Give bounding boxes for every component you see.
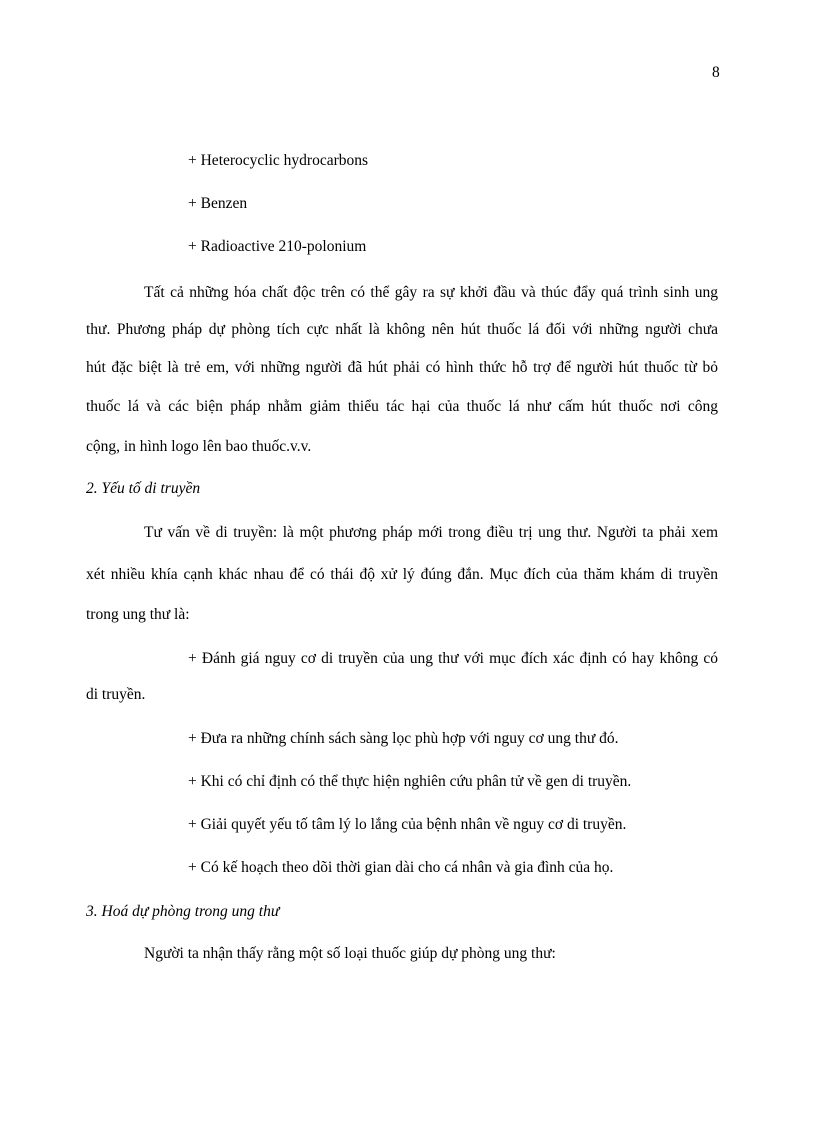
paragraph-line: Tư vấn về di truyền: là một phương pháp mới trong điều trị ung thư. Người ta phải xem [144, 524, 718, 541]
paragraph-line: thư. Phương pháp dự phòng tích cực nhất là không nên hút thuốc lá đối với những người chưa [86, 321, 718, 338]
list-item: + Có kế hoạch theo dõi thời gian dài cho cá nhân và gia đình của họ. [188, 859, 614, 876]
paragraph-line: trong ung thư là: [86, 606, 190, 623]
list-item: + Giải quyết yếu tố tâm lý lo lắng của bệnh nhân về nguy cơ di truyền. [188, 816, 627, 833]
paragraph-line: thuốc lá và các biện pháp nhằm giảm thiểu tác hại của thuốc lá như cấm hút thuốc nơi công [86, 398, 718, 415]
section-heading-genetics: 2. Yếu tố di truyền [86, 480, 201, 497]
paragraph-line: Tất cả những hóa chất độc trên có thể gây ra sự khởi đầu và thúc đẩy quá trình sinh ung [144, 284, 718, 301]
list-item: + Đưa ra những chính sách sàng lọc phù hợp với nguy cơ ung thư đó. [188, 730, 619, 747]
chemical-item-benzen: + Benzen [188, 195, 248, 212]
list-item: + Đánh giá nguy cơ di truyền của ung thư với mục đích xác định có hay không có [188, 650, 718, 667]
list-item: + Khi có chỉ định có thể thực hiện nghiên cứu phân tử về gen di truyền. [188, 773, 632, 790]
paragraph-line: cộng, in hình logo lên bao thuốc.v.v. [86, 438, 312, 455]
paragraph-chemoprevention: Người ta nhận thấy rằng một số loại thuốc giúp dự phòng ung thư: [144, 945, 556, 962]
list-item-continuation: di truyền. [86, 686, 146, 703]
paragraph-line: hút đặc biệt là trẻ em, với những người đã hút phải có hình thức hỗ trợ để người hút thuốc từ bỏ [86, 359, 718, 376]
section-heading-chemoprevention: 3. Hoá dự phòng trong ung thư [86, 903, 280, 920]
chemical-item-polonium: + Radioactive 210-polonium [188, 238, 367, 255]
page-number: 8 [712, 64, 720, 81]
paragraph-line: xét nhiều khía cạnh khác nhau để có thái độ xử lý đúng đắn. Mục đích của thăm khám di truyền [86, 566, 718, 583]
chemical-item-heterocyclic: + Heterocyclic hydrocarbons [188, 152, 369, 169]
